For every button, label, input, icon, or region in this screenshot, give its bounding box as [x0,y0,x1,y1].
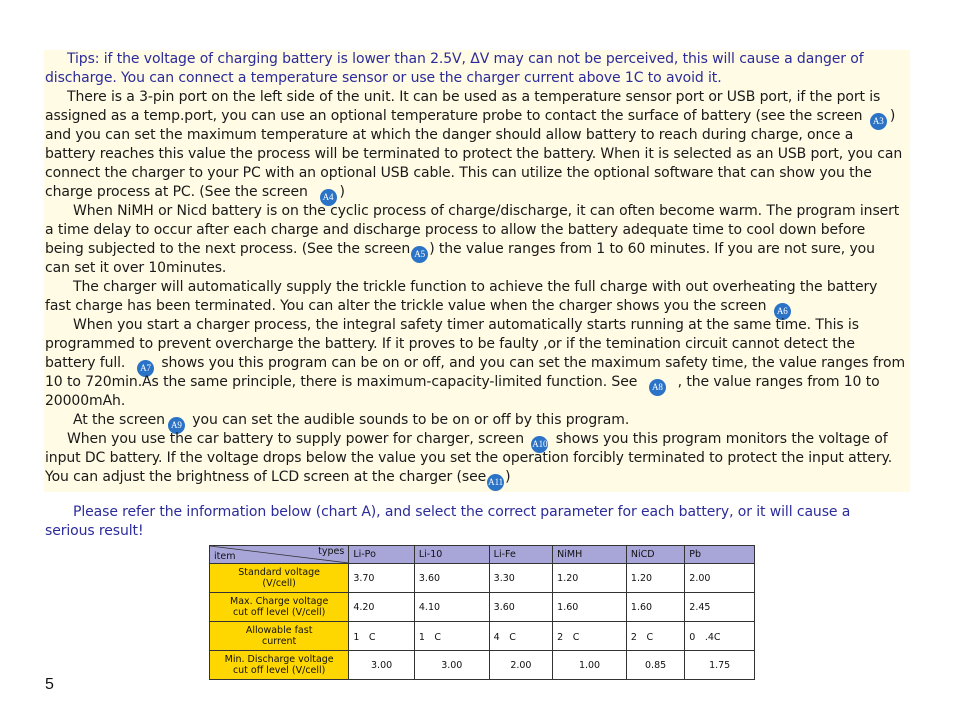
port-line-2a: assigned as a temp.port, you can use an optional temperature probe to contact the surface of battery (see the screen [45,108,863,124]
badge-label: A7 [140,363,151,373]
row-label-line: cut off level (V/cell) [232,665,326,676]
safety-line-5: 20000mAh. [45,393,126,409]
table-cell: 3.00 [349,651,415,680]
screen-a8-icon [649,379,666,396]
corner-item-label: item [214,551,236,562]
badge-label: A4 [322,192,334,202]
row-label-line: cut off level (V/cell) [232,607,326,618]
row-label-line: Max. Charge voltage [230,596,329,607]
nimh-line-2: a time delay to occur after each charge and discharge process to allow the battery adequate time to cool down before [45,222,866,238]
badge-label: A5 [414,249,426,259]
row-label [210,651,349,680]
row-label [210,622,349,651]
row-label [210,564,349,593]
row-label-line: Allowable fast [245,625,313,636]
row-label [210,593,349,622]
trickle-line-1: The charger will automatically supply the trickle function to achieve the full charge with out overheating the battery [73,279,878,295]
note-line-1: Please refer the information below (chart A), and select the correct parameter for each battery, or it will cause a [73,504,851,520]
table-cell: 2.45 [685,593,755,622]
port-line-4: battery reaches this value the process will be terminated to protect the battery. When it is selected as an USB port, you can [45,146,903,162]
column-header: NiMH [553,546,627,564]
table-cell: 1.20 [626,564,684,593]
car-line-1 [45,430,911,449]
badge-label: A8 [652,382,663,392]
safety-line-4 [45,373,911,392]
body-text [45,50,911,487]
trickle-line-2 [45,297,911,316]
nimh-line-1: When NiMH or Nicd battery is on the cyclic process of charge/discharge, it can often become warm. The program insert [73,203,900,219]
table-cell: 1.60 [626,593,684,622]
nimh-line-3a: being subjected to the next process. (See the screen [45,241,411,257]
table-row [210,622,755,651]
table-cell: 1.75 [685,651,755,680]
screen-a3-icon [870,113,887,130]
battery-parameter-table [209,545,755,680]
sound-line-1 [45,411,911,430]
safety-line-1: When you start a charger process, the integral safety timer automatically starts running at the same time. This is [73,317,859,333]
car-line-3 [45,468,911,487]
port-line-2 [45,107,911,126]
safety-line-4b: , the value ranges from 10 to [677,374,880,390]
chart-note [45,503,911,541]
nimh-line-3b: ) the value ranges from 1 to 60 minutes. If you are not sure, you [429,241,875,257]
table-cell: 0 .4C [685,622,755,651]
table-cell: 2.00 [685,564,755,593]
table-cell: 1 C [414,622,489,651]
table-cell: 3.70 [349,564,415,593]
port-line-3: and you can set the maximum temperature at which the danger should allow battery to reach during charge, once a [45,127,854,143]
table-cell: 3.00 [414,651,489,680]
port-line-6a: charge process at PC. (See the screen [45,184,308,200]
table-cell: 1 C [349,622,415,651]
car-line-2: input DC battery. If the voltage drops below the value you set the operation forcibly terminated to protect the input attery. [45,450,893,466]
table-cell: 0.85 [626,651,684,680]
car-line-1b: shows you this program monitors the voltage of [555,431,888,447]
corner-types-label: types [318,546,345,557]
sound-line-1a: At the screen [73,412,165,428]
table-cell: 1.60 [553,593,627,622]
table-cell: 2 C [626,622,684,651]
car-line-1a: When you use the car battery to supply power for charger, screen [67,431,524,447]
row-label-line: (V/cell) [262,578,296,589]
badge-label: A10 [532,439,548,449]
screen-a11-icon [487,474,504,491]
column-header: NiCD [626,546,684,564]
badge-label: A3 [872,116,884,126]
table-cell: 1.20 [553,564,627,593]
table-cell: 2.00 [489,651,553,680]
table-cell: 3.30 [489,564,553,593]
port-line-1: There is a 3-pin port on the left side of the unit. It can be used as a temperature sensor port or USB port, if the port is [67,89,881,105]
tips-line-1: Tips: if the voltage of charging battery is lower than 2.5V, ΔV may can not be perceived, this will cause a danger of [67,51,864,67]
table-corner-cell [210,546,349,564]
safety-line-4a: 10 to 720min.As the same principle, there is maximum-capacity-limited function. See [45,374,638,390]
table-row [210,651,755,680]
table-header-row [210,546,755,564]
row-label-line: Standard voltage [238,567,321,578]
table-cell: 3.60 [414,564,489,593]
column-header: Li-Fe [489,546,553,564]
badge-label: A9 [171,420,182,430]
badge-label: A11 [488,477,504,487]
table-cell: 1.00 [553,651,627,680]
table-cell: 4.10 [414,593,489,622]
table-cell: 3.60 [489,593,553,622]
trickle-line-2a: fast charge has been terminated. You can alter the trickle value when the charger shows you the screen [45,298,767,314]
port-line-6 [45,183,911,202]
port-line-2b: ) [889,108,896,124]
safety-line-2: programmed to prevent overcharge the battery. If it proves to be faulty ,or if the temination circuit cannot detect the [45,336,855,352]
row-label-line: Min. Discharge voltage [224,654,334,665]
column-header: Pb [685,546,755,564]
page-number: 5 [45,676,54,693]
safety-line-3 [45,354,911,373]
nimh-line-3 [45,240,911,259]
port-line-5: connect the charger to your PC with an optional USB cable. This can utilize the optional software that can show you the [45,165,872,181]
sound-line-1b: you can set the audible sounds to be on or off by this program. [192,412,630,428]
column-header: Li-10 [414,546,489,564]
nimh-line-4: can set it over 10minutes. [45,260,227,276]
column-header: Li-Po [349,546,415,564]
port-line-6b: ) [339,184,345,200]
safety-line-3a: battery full. [45,355,126,371]
safety-line-3b: shows you this program can be on or off, and you can set the maximum safety time, the value ranges from [161,355,906,371]
badge-label: A6 [776,306,788,316]
table-cell: 2 C [553,622,627,651]
table-cell: 4.20 [349,593,415,622]
table-row [210,564,755,593]
car-line-3a: You can adjust the brightness of LCD screen at the charger (see [45,469,487,485]
car-line-3b: ) [505,469,511,485]
row-label-line: current [262,636,297,647]
note-line-2: serious result! [45,523,144,539]
table-cell: 4 C [489,622,553,651]
tips-line-2: discharge. You can connect a temperature sensor or use the charger current above 1C to avoid it. [45,70,722,86]
table-row [210,593,755,622]
